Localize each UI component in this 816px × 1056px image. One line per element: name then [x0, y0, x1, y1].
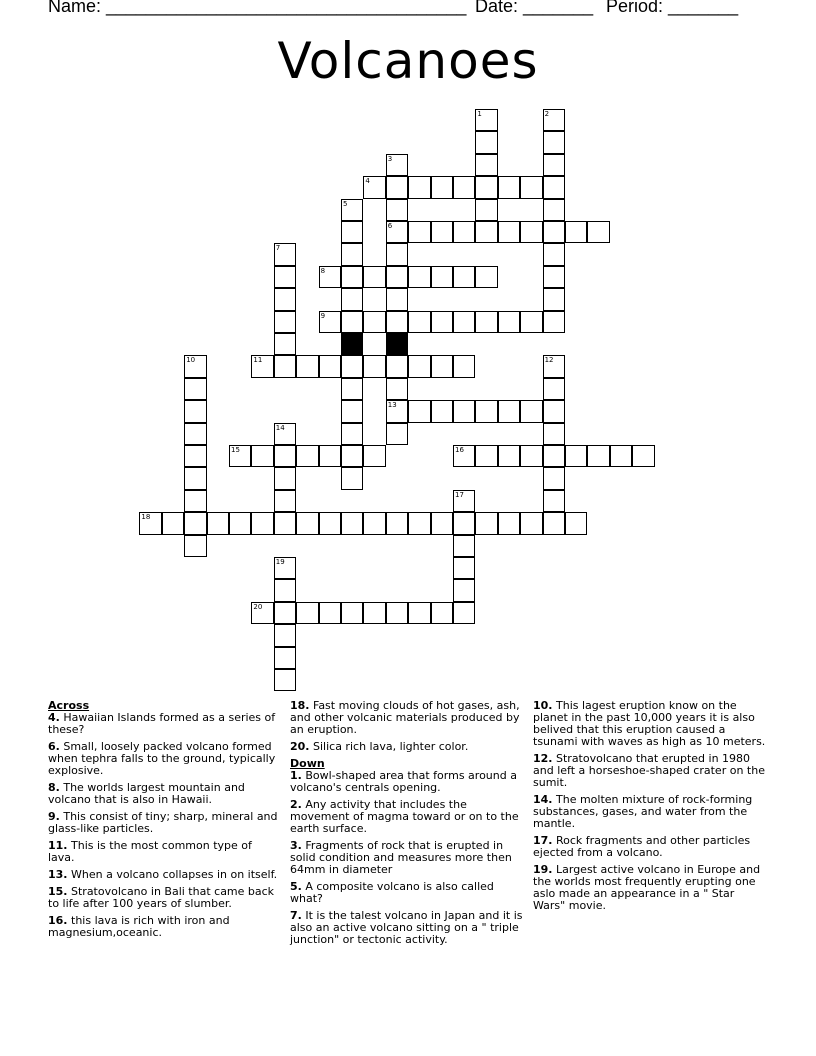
- grid-cell[interactable]: [543, 355, 565, 377]
- grid-cell[interactable]: [386, 243, 408, 265]
- grid-cell[interactable]: [386, 154, 408, 176]
- across-heading: Across: [48, 699, 90, 712]
- clue-number: 4: [365, 177, 370, 186]
- grid-cell[interactable]: [274, 557, 296, 579]
- grid-cell[interactable]: [274, 624, 296, 646]
- name-field[interactable]: Name: ____________________________________: [48, 0, 467, 16]
- grid-cell[interactable]: [431, 355, 453, 377]
- clue-down-3: 3. Fragments of rock that is erupted in solid condition and measures more then 64mm in diameter: [290, 839, 512, 876]
- grid-cell[interactable]: [408, 602, 430, 624]
- grid-cell[interactable]: [543, 445, 565, 467]
- grid-cell[interactable]: [565, 512, 587, 534]
- grid-cell[interactable]: [475, 400, 497, 422]
- grid-cell[interactable]: [498, 400, 520, 422]
- grid-cell[interactable]: [431, 400, 453, 422]
- clue-number: 5: [343, 199, 348, 208]
- grid-cell[interactable]: [475, 154, 497, 176]
- grid-cell[interactable]: [274, 333, 296, 355]
- grid-cell[interactable]: [184, 355, 206, 377]
- grid-cell[interactable]: [341, 311, 363, 333]
- grid-cell[interactable]: [363, 602, 385, 624]
- grid-cell[interactable]: [543, 243, 565, 265]
- grid-cell[interactable]: [431, 602, 453, 624]
- clue-down-2: 2. Any activity that includes the movement of magma toward or on to the earth surface.: [290, 798, 519, 835]
- grid-cell[interactable]: [274, 467, 296, 489]
- grid-cell[interactable]: [274, 243, 296, 265]
- grid-cell[interactable]: [251, 445, 273, 467]
- grid-cell[interactable]: [543, 154, 565, 176]
- grid-cell[interactable]: [431, 266, 453, 288]
- grid-cell[interactable]: [386, 423, 408, 445]
- clues-column-1: [48, 700, 280, 944]
- grid-cell[interactable]: [296, 355, 318, 377]
- grid-cell[interactable]: [274, 647, 296, 669]
- grid-cell[interactable]: [251, 512, 273, 534]
- clue-number: 6: [387, 222, 393, 230]
- grid-cell[interactable]: [386, 400, 408, 422]
- grid-cell[interactable]: [408, 512, 430, 534]
- clue-number: 18: [141, 513, 151, 522]
- grid-cell[interactable]: [408, 400, 430, 422]
- grid-cell[interactable]: [543, 467, 565, 489]
- grid-cell[interactable]: [520, 512, 542, 534]
- grid-cell[interactable]: [319, 266, 341, 288]
- clue-across-16: 16. this lava is rich with iron and magnesium,oceanic.: [48, 914, 230, 939]
- grid-cell[interactable]: [453, 266, 475, 288]
- clue-down-7: 7. It is the talest volcano in Japan and it is also an active volcano sitting on a " triple junction" or tectonic activity.: [290, 909, 523, 946]
- grid-cell[interactable]: [408, 266, 430, 288]
- grid-cell[interactable]: [274, 579, 296, 601]
- grid-cell[interactable]: [184, 423, 206, 445]
- grid-cell[interactable]: [498, 221, 520, 243]
- grid-cell[interactable]: [274, 512, 296, 534]
- grid-cell[interactable]: [386, 221, 408, 243]
- black-cell: [341, 333, 363, 355]
- clue-number: 17: [455, 490, 464, 499]
- grid-cell[interactable]: [543, 512, 565, 534]
- grid-cell[interactable]: [251, 355, 273, 377]
- grid-cell[interactable]: [184, 467, 206, 489]
- clue-number: 9: [320, 311, 326, 320]
- grid-cell[interactable]: [543, 400, 565, 422]
- grid-cell[interactable]: [341, 445, 363, 467]
- grid-cell[interactable]: [229, 445, 251, 467]
- grid-cell[interactable]: [543, 423, 565, 445]
- grid-cell[interactable]: [453, 557, 475, 579]
- grid-cell[interactable]: [386, 355, 408, 377]
- grid-cell[interactable]: [296, 445, 318, 467]
- clue-number: 8: [320, 266, 326, 275]
- clue-across-15: 15. Stratovolcano in Bali that came back to life after 100 years of slumber.: [48, 885, 275, 910]
- grid-cell[interactable]: [453, 176, 475, 198]
- grid-cell[interactable]: [341, 423, 363, 445]
- clue-across-6: 6. Small, loosely packed volcano formed when tephra falls to the ground, typically explosive.: [48, 740, 276, 777]
- grid-cell[interactable]: [319, 602, 341, 624]
- grid-cell[interactable]: [319, 512, 341, 534]
- grid-cell[interactable]: [543, 109, 565, 131]
- grid-cell[interactable]: [408, 355, 430, 377]
- grid-cell[interactable]: [475, 266, 497, 288]
- grid-cell[interactable]: [565, 445, 587, 467]
- grid-cell[interactable]: [453, 400, 475, 422]
- grid-cell[interactable]: [520, 311, 542, 333]
- grid-cell[interactable]: [498, 311, 520, 333]
- grid-cell[interactable]: [251, 602, 273, 624]
- grid-cell[interactable]: [498, 512, 520, 534]
- grid-cell[interactable]: [184, 512, 206, 534]
- grid-cell[interactable]: [543, 221, 565, 243]
- grid-cell[interactable]: [341, 199, 363, 221]
- grid-cell[interactable]: [543, 176, 565, 198]
- clue-number: 14: [275, 423, 285, 432]
- clue-across-11: 11. This is the most common type of lava.: [48, 839, 252, 864]
- grid-cell[interactable]: [274, 490, 296, 512]
- grid-cell[interactable]: [341, 467, 363, 489]
- grid-cell[interactable]: [296, 602, 318, 624]
- grid-cell[interactable]: [274, 602, 296, 624]
- grid-cell[interactable]: [386, 311, 408, 333]
- clue-number: 16: [455, 446, 464, 454]
- clue-number: 3: [387, 154, 393, 163]
- grid-cell[interactable]: [184, 490, 206, 512]
- grid-cell[interactable]: [341, 602, 363, 624]
- grid-cell[interactable]: [408, 176, 430, 198]
- period-field[interactable]: Period: _______: [606, 0, 739, 16]
- grid-cell[interactable]: [341, 400, 363, 422]
- grid-cell[interactable]: [341, 288, 363, 310]
- clue-number: 2: [544, 110, 550, 118]
- grid-cell[interactable]: [543, 131, 565, 153]
- grid-cell[interactable]: [139, 512, 161, 534]
- clue-number: 15: [231, 446, 240, 454]
- clue-number: 13: [387, 401, 397, 410]
- clues-column-2: [290, 700, 526, 951]
- grid-cell[interactable]: [184, 378, 206, 400]
- grid-cell[interactable]: [386, 378, 408, 400]
- grid-cell[interactable]: [431, 311, 453, 333]
- down-heading: Down: [290, 757, 325, 770]
- grid-cell[interactable]: [184, 535, 206, 557]
- clue-across-9: 9. This consist of tiny; sharp, mineral and glass-like particles.: [48, 810, 278, 835]
- grid-cell[interactable]: [498, 176, 520, 198]
- grid-cell[interactable]: [363, 176, 385, 198]
- grid-cell[interactable]: [207, 512, 229, 534]
- grid-cell[interactable]: [587, 445, 609, 467]
- clue-down-1: 1. Bowl-shaped area that forms around a volcano's centrals opening.: [290, 769, 517, 794]
- grid-cell[interactable]: [475, 131, 497, 153]
- clue-down-19: 19. Largest active volcano in Europe and the worlds most frequently erupting one aslo made an appearance in a " Star Wars" movie.: [533, 863, 761, 912]
- grid-cell[interactable]: [274, 423, 296, 445]
- grid-cell[interactable]: [498, 445, 520, 467]
- clue-number: 1: [477, 110, 482, 118]
- grid-cell[interactable]: [386, 288, 408, 310]
- grid-cell[interactable]: [341, 266, 363, 288]
- grid-cell[interactable]: [363, 512, 385, 534]
- grid-cell[interactable]: [184, 400, 206, 422]
- grid-cell[interactable]: [475, 109, 497, 131]
- grid-cell[interactable]: [475, 311, 497, 333]
- clues-column-3: [533, 700, 769, 917]
- grid-cell[interactable]: [319, 355, 341, 377]
- grid-cell[interactable]: [543, 378, 565, 400]
- grid-cell[interactable]: [363, 311, 385, 333]
- clue-down-5: 5. A composite volcano is also called what?: [290, 880, 494, 905]
- grid-cell[interactable]: [453, 512, 475, 534]
- grid-cell[interactable]: [363, 266, 385, 288]
- grid-cell[interactable]: [341, 243, 363, 265]
- grid-cell[interactable]: [475, 512, 497, 534]
- grid-cell[interactable]: [520, 221, 542, 243]
- grid-cell[interactable]: [431, 512, 453, 534]
- grid-cell[interactable]: [386, 176, 408, 198]
- grid-cell[interactable]: [520, 176, 542, 198]
- grid-cell[interactable]: [229, 512, 251, 534]
- clue-number: 19: [275, 558, 285, 566]
- clue-down-17: 17. Rock fragments and other particles ejected from a volcano.: [533, 834, 751, 859]
- clue-across-18: 18. Fast moving clouds of hot gases, ash, and other volcanic materials produced by an eruption.: [290, 699, 520, 736]
- clue-across-4: 4. Hawaiian Islands formed as a series of these?: [48, 711, 276, 736]
- grid-cell[interactable]: [565, 221, 587, 243]
- clue-number: 20: [253, 602, 263, 611]
- grid-cell[interactable]: [363, 355, 385, 377]
- grid-cell[interactable]: [296, 512, 318, 534]
- grid-cell[interactable]: [274, 311, 296, 333]
- grid-cell[interactable]: [386, 602, 408, 624]
- page-title: Volcanoes: [277, 32, 539, 90]
- grid-cell[interactable]: [319, 445, 341, 467]
- grid-cell[interactable]: [453, 221, 475, 243]
- clue-number: 10: [186, 356, 196, 365]
- grid-cell[interactable]: [274, 355, 296, 377]
- grid-cell[interactable]: [543, 311, 565, 333]
- grid-cell[interactable]: [162, 512, 184, 534]
- clue-across-13: 13. When a volcano collapses in on itself.: [48, 868, 278, 881]
- grid-cell[interactable]: [274, 669, 296, 691]
- grid-cell[interactable]: [319, 311, 341, 333]
- grid-cell[interactable]: [408, 311, 430, 333]
- black-cell: [386, 333, 408, 355]
- grid-cell[interactable]: [475, 176, 497, 198]
- grid-cell[interactable]: [386, 512, 408, 534]
- clue-across-8: 8. The worlds largest mountain and volcano that is also in Hawaii.: [48, 781, 245, 806]
- grid-cell[interactable]: [431, 221, 453, 243]
- grid-cell[interactable]: [453, 355, 475, 377]
- grid-cell[interactable]: [274, 445, 296, 467]
- grid-cell[interactable]: [453, 490, 475, 512]
- grid-cell[interactable]: [453, 579, 475, 601]
- grid-cell[interactable]: [543, 490, 565, 512]
- clue-down-10: 10. This lagest eruption know on the planet in the past 10,000 years it is also belived that this eruption caused a tsunami with waves as high as 10 meters.: [533, 699, 766, 748]
- grid-cell[interactable]: [543, 288, 565, 310]
- grid-cell[interactable]: [453, 311, 475, 333]
- grid-cell[interactable]: [520, 445, 542, 467]
- grid-cell[interactable]: [274, 266, 296, 288]
- grid-cell[interactable]: [475, 445, 497, 467]
- clue-number: 7: [275, 244, 281, 253]
- grid-cell[interactable]: [431, 176, 453, 198]
- grid-cell[interactable]: [341, 378, 363, 400]
- grid-cell[interactable]: [341, 355, 363, 377]
- grid-cell[interactable]: [475, 221, 497, 243]
- clue-down-12: 12. Stratovolcano that erupted in 1980 and left a horseshoe-shaped crater on the sumit.: [533, 752, 765, 789]
- grid-cell[interactable]: [363, 445, 385, 467]
- clue-across-20: 20. Silica rich lava, lighter color.: [290, 740, 469, 753]
- clue-number: 11: [253, 356, 263, 365]
- grid-cell[interactable]: [408, 221, 430, 243]
- grid-cell[interactable]: [632, 445, 654, 467]
- grid-cell[interactable]: [386, 266, 408, 288]
- grid-cell[interactable]: [520, 400, 542, 422]
- grid-cell[interactable]: [610, 445, 632, 467]
- grid-cell[interactable]: [341, 512, 363, 534]
- grid-cell[interactable]: [587, 221, 609, 243]
- date-field[interactable]: Date: _______: [475, 0, 594, 16]
- clue-number: 12: [544, 356, 554, 365]
- clue-down-14: 14. The molten mixture of rock-forming substances, gases, and water from the mantle.: [533, 793, 753, 830]
- grid-cell[interactable]: [341, 221, 363, 243]
- grid-cell[interactable]: [453, 535, 475, 557]
- grid-cell[interactable]: [184, 445, 206, 467]
- grid-cell[interactable]: [274, 288, 296, 310]
- grid-cell[interactable]: [386, 199, 408, 221]
- grid-cell[interactable]: [543, 266, 565, 288]
- grid-cell[interactable]: [475, 199, 497, 221]
- grid-cell[interactable]: [543, 199, 565, 221]
- grid-cell[interactable]: [453, 602, 475, 624]
- grid-cell[interactable]: [453, 445, 475, 467]
